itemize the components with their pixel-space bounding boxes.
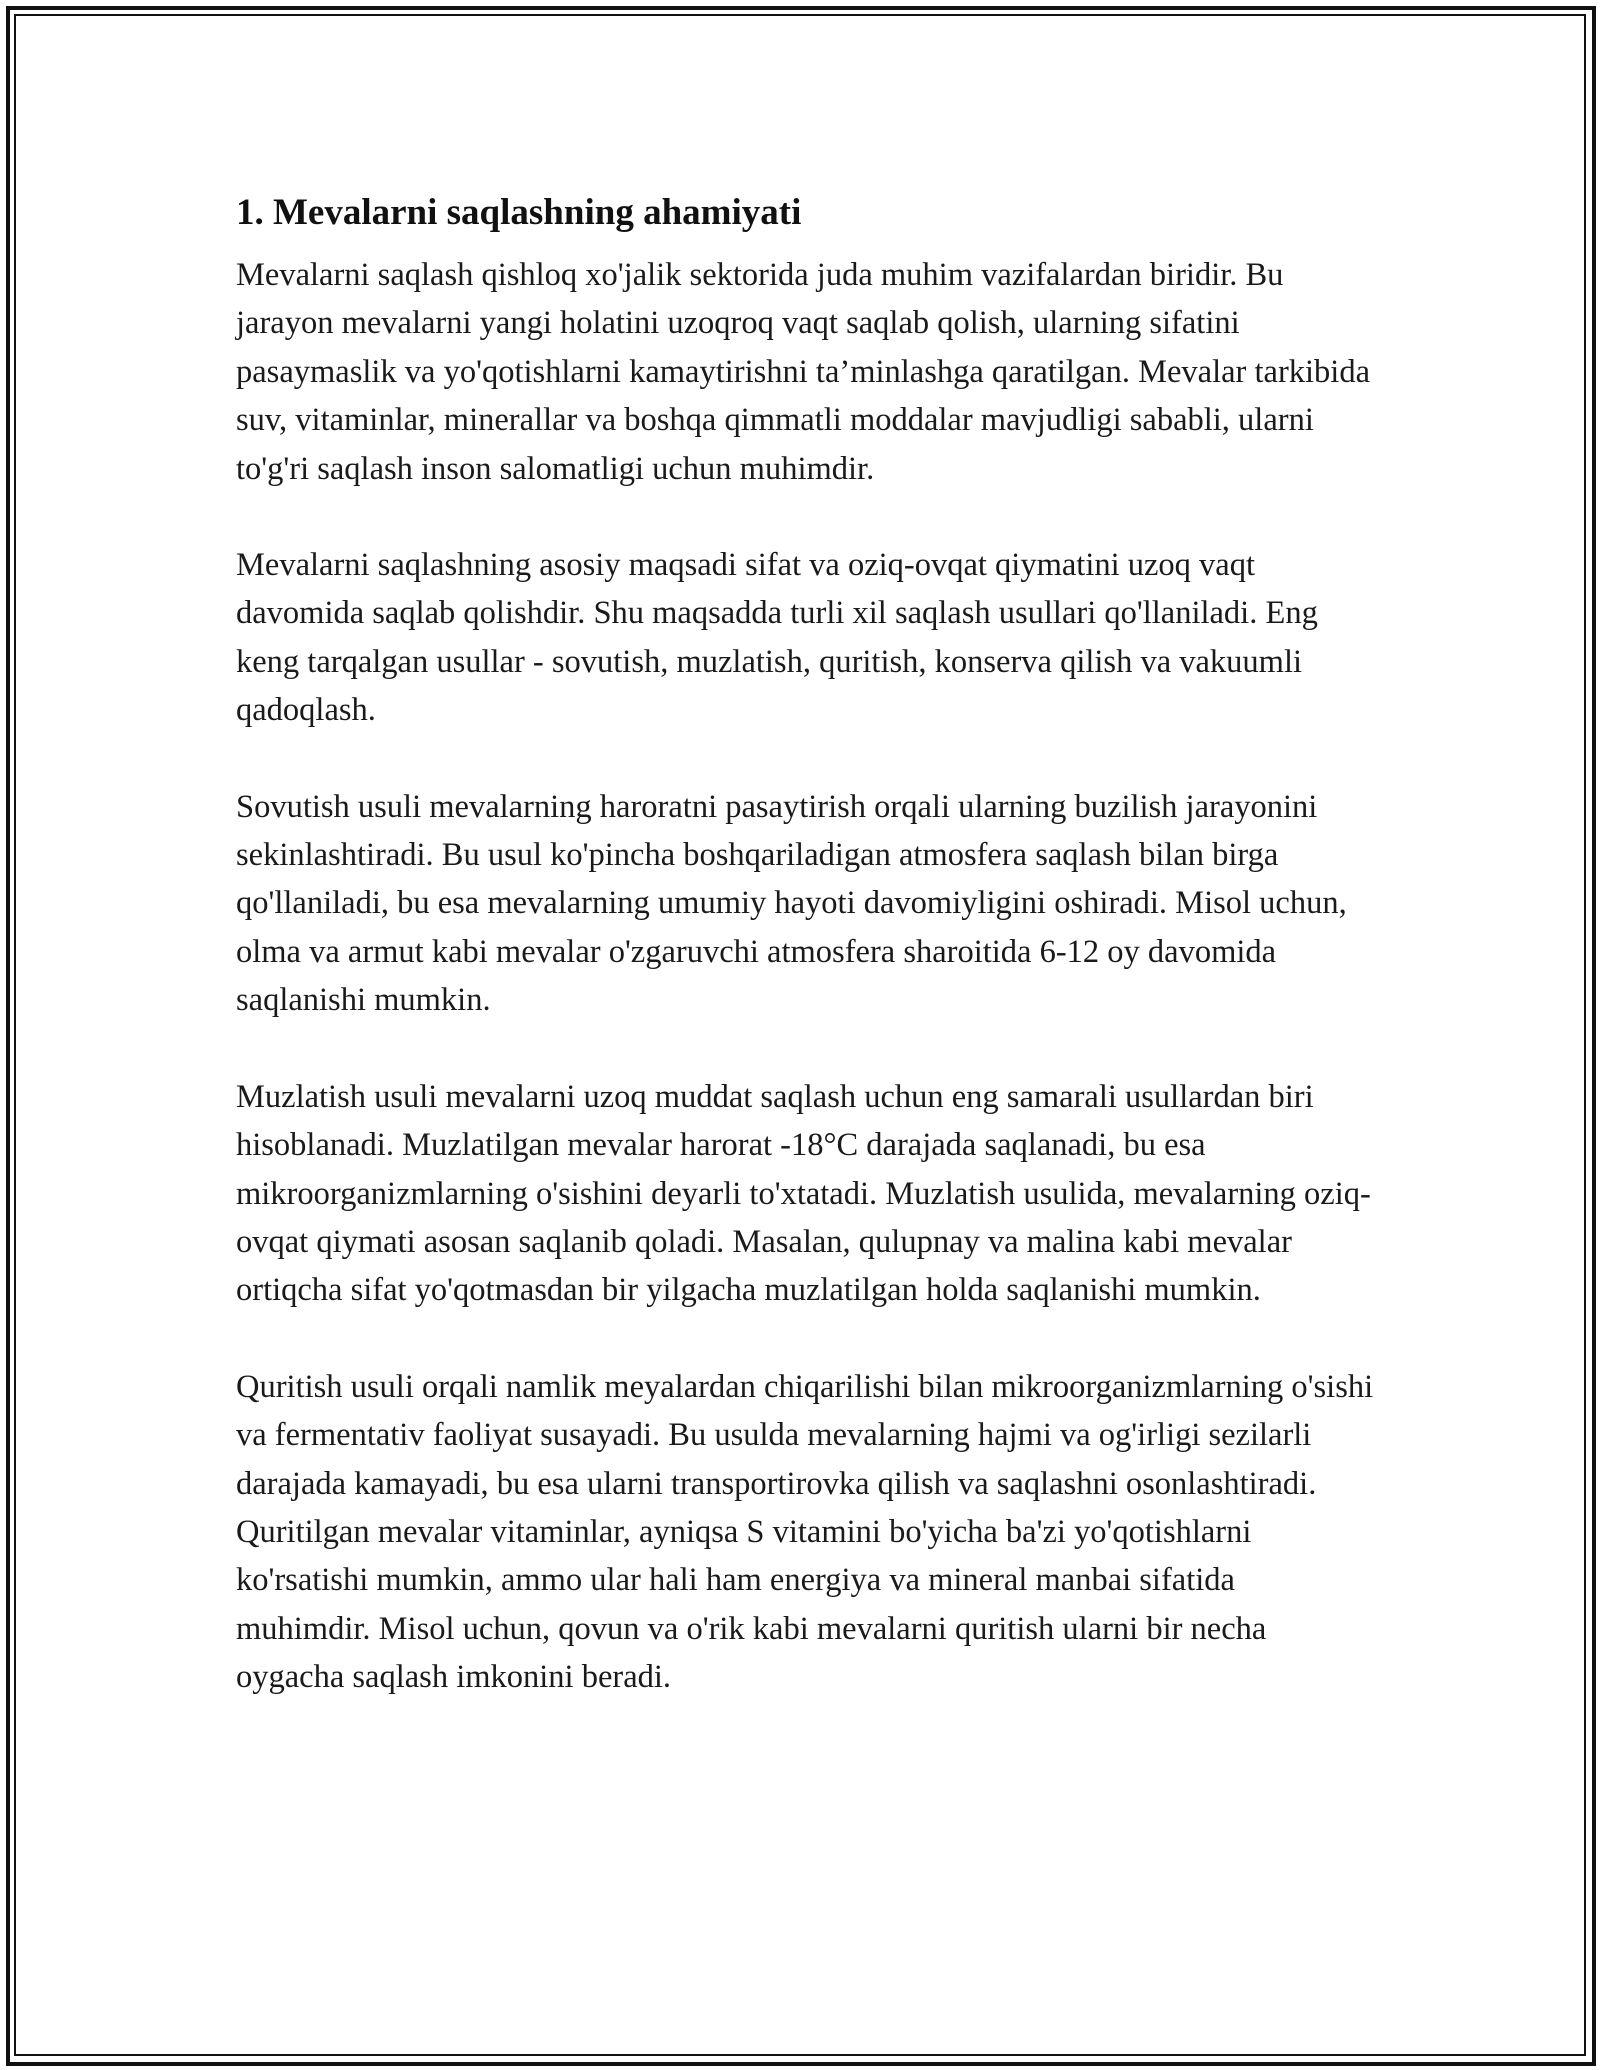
paragraph-main-goal: Mevalarni saqlashning asosiy maqsadi sifat va oziq-ovqat qiymatini uzoq vaqt davomida saqlab qolishdir. Shu maqsadda turli xil saqlash usullari qo'llaniladi. Eng keng tarqalgan usullar - sovutish, muzlatish, quritish, konserva qilish va vakuumli qadoqlash. bbox=[236, 547, 1318, 729]
paragraph-importance: Mevalarni saqlash qishloq xo'jalik sektorida juda muhim vazifalardan biridir. Bu jarayon mevalarni yangi holatini uzoqroq vaqt saqlab qolish, ularning sifatini pasaymaslik va yo'qotishlarni kamaytirishni ta’minlashga qaratilgan. Mevalar tarkibida suv, vitaminlar, minerallar va boshqa qimmatli moddalar mavjudligi sababli, ularni to'g'ri saqlash inson salomatligi uchun muhimdir. bbox=[236, 257, 1371, 487]
document-body bbox=[236, 183, 1376, 1750]
section-heading: 1. Mevalarni saqlashning ahamiyati bbox=[236, 192, 802, 233]
paragraph-freezing: Muzlatish usuli mevalarni uzoq muddat saqlash uchun eng samarali usullardan biri hisoblanadi. Muzlatilgan mevalar harorat -18°C darajada saqlanadi, bu esa mikroorganizmlarning o'sishini deyarli to'xtatadi. Muzlatish usulida, mevalarning oziq-ovqat qiymati asosan saqlanib qoladi. Masalan, qulupnay va malina kabi mevalar ortiqcha sifat yo'qotmasdan bir yilgacha muzlatilgan holda saqlanishi mumkin. bbox=[236, 1078, 1371, 1309]
paragraph-cooling: Sovutish usuli mevalarning haroratni pasaytirish orqali ularning buzilish jarayonini sekinlashtiradi. Bu usul ko'pincha boshqariladigan atmosfera saqlash bilan birga qo'llaniladi, bu esa mevalarning umumiy hayoti davomiyligini oshiradi. Misol uchun, olma va armut kabi mevalar o'zgaruvchi atmosfera sharoitida 6-12 oy davomida saqlanishi mumkin. bbox=[236, 788, 1347, 1019]
paragraph-drying: Quritish usuli orqali namlik meyalardan chiqarilishi bilan mikroorganizmlarning o'sishi va fermentativ faoliyat susayadi. Bu usulda mevalarning hajmi va og'irligi sezilarli darajada kamayadi, bu esa ularni transportirovka qilish va saqlashni osonlashtiradi. Quritilgan mevalar vitaminlar, ayniqsa S vitamini bo'yicha ba'zi yo'qotishlarni ko'rsatishi mumkin, ammo ular hali ham energiya va mineral manbai sifatida muhimdir. Misol uchun, qovun va o'rik kabi mevalarni quritish ularni bir necha oygacha saqlash imkonini beradi. bbox=[236, 1368, 1374, 1696]
